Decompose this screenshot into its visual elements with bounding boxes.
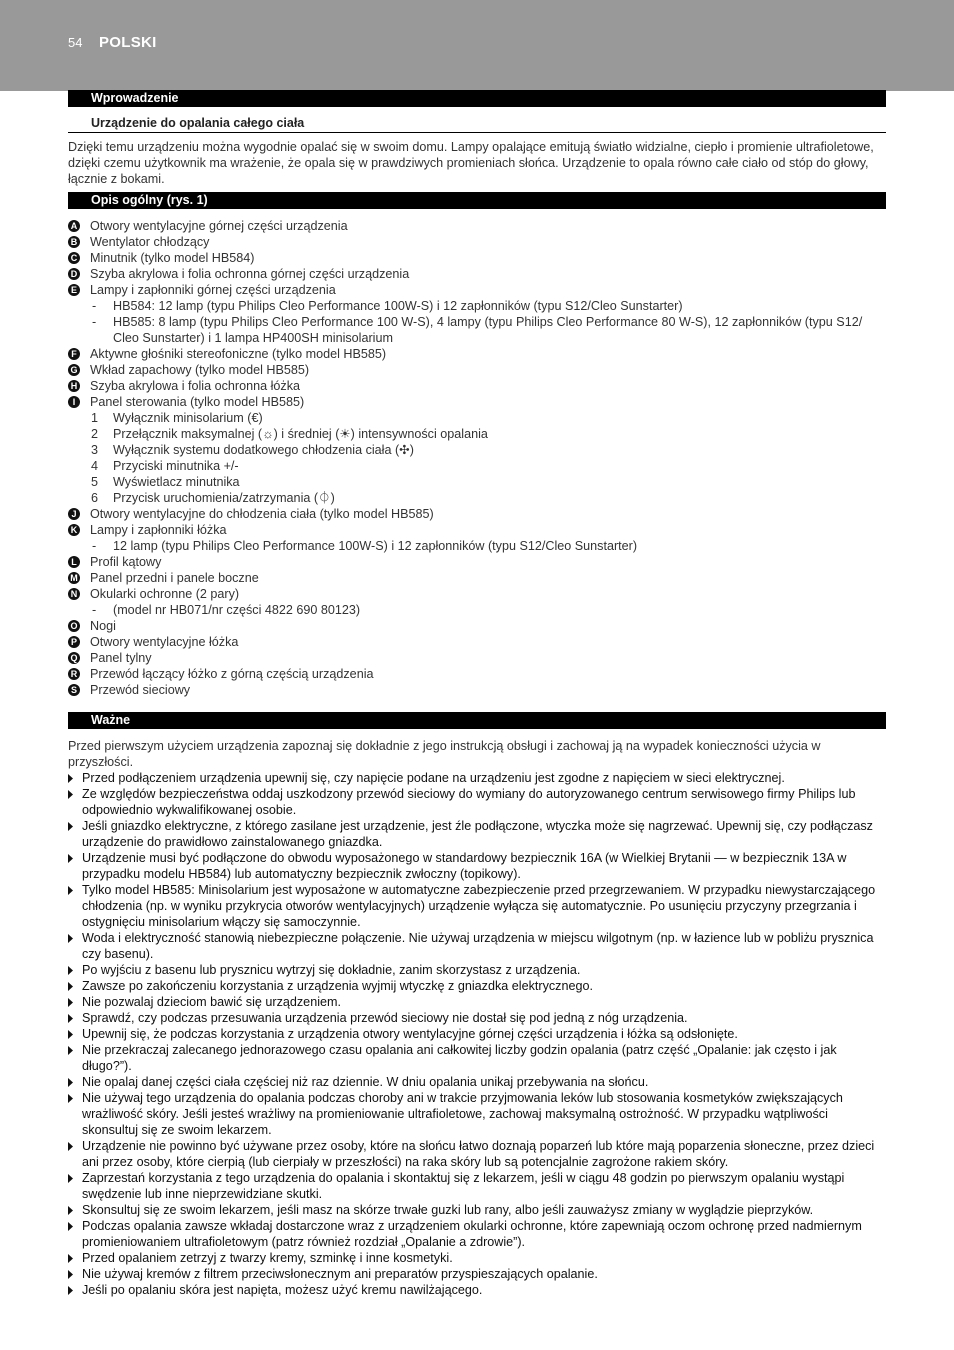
bullet-arrow-icon: [68, 886, 73, 895]
sub-text: 12 lamp (typu Philips Cleo Performance 100W-S) i 12 zapłonników (typu S12/Cleo Sunstarter): [113, 539, 638, 553]
sub-marker: 1: [91, 411, 99, 425]
letter-badge: P: [68, 636, 80, 648]
bullet-arrow-icon: [68, 854, 73, 863]
sub-text: HB584: 12 lamp (typu Philips Cleo Performance 100W-S) i 12 zapłonników (typu S12/Cleo Sunstarter): [113, 299, 683, 313]
subsection-title: Urządzenie do opalania całego ciała: [68, 112, 886, 133]
list-item: [68, 250, 886, 266]
item-text: Szyba akrylowa i folia ochronna górnej części urządzenia: [90, 267, 410, 281]
list-item: [68, 554, 886, 570]
list-item: [68, 218, 886, 234]
sub-item: [68, 538, 886, 554]
bullet-arrow-icon: [68, 1270, 73, 1279]
bullet-text: Urządzenie musi być podłączone do obwodu wyposażonego w standardowy bezpiecznik 16A (w Wielkiej Brytanii — w bezpiecznik 13A w przypadku modelu HB584) lub automatyczny bezpiecznik zwłoczny (topikowy).: [82, 851, 847, 881]
letter-badge: K: [68, 524, 80, 536]
sub-text: Przyciski minutnika +/-: [113, 459, 239, 473]
item-text: Panel sterowania (tylko model HB585): [90, 395, 305, 409]
bullet-arrow-icon: [68, 1094, 73, 1103]
bullet-item: [68, 818, 886, 850]
letter-badge: B: [68, 236, 80, 248]
list-item: [68, 394, 886, 410]
item-text: Otwory wentylacyjne do chłodzenia ciała (tylko model HB585): [90, 507, 434, 521]
bullet-item: [68, 786, 886, 818]
bullet-item: [68, 1026, 886, 1042]
bullet-arrow-icon: [68, 1254, 73, 1263]
item-text: Aktywne głośniki stereofoniczne (tylko model HB585): [90, 347, 387, 361]
sub-marker: 3: [91, 443, 99, 457]
bullet-arrow-icon: [68, 1030, 73, 1039]
bullet-text: Nie opalaj danej części ciała częściej niż raz dziennie. W dniu opalania unikaj przebywania na słońcu.: [82, 1075, 649, 1089]
bullet-text: Upewnij się, że podczas korzystania z urządzenia otwory wentylacyjne górnej części urządzenia i łóżka są odsłonięte.: [82, 1027, 738, 1041]
page-number: 54: [68, 35, 83, 50]
bullet-item: [68, 962, 886, 978]
bullet-item: [68, 1010, 886, 1026]
bullet-item: [68, 1202, 886, 1218]
bullet-text: Skonsultuj się ze swoim lekarzem, jeśli masz na skórze trwałe guzki lub rany, albo jeśli zauważysz zmiany w wyglądzie pieprzyków.: [82, 1203, 814, 1217]
sub-marker: 6: [91, 491, 99, 505]
intro-paragraph: Dzięki temu urządzeniu można wygodnie opalać się w swoim domu. Lampy opalające emitują światło widzialne, ciepło i promienie ultrafioletowe, dzięki czemu użytkownik ma wrażenie, że opala się w prawdziwych promieniach słońca. Urządzenie to opala równo całe ciało od stóp do głowy, łącznie z bokami.: [68, 140, 874, 186]
item-text: Przewód sieciowy: [90, 683, 191, 697]
sub-marker: 4: [91, 459, 99, 473]
sub-text: Przycisk uruchomienia/zatrzymania (⏀): [113, 491, 335, 505]
letter-badge: H: [68, 380, 80, 392]
list-item: [68, 650, 886, 666]
sub-marker: -: [92, 603, 97, 617]
letter-badge: S: [68, 684, 80, 696]
bullet-text: Ze względów bezpieczeństwa oddaj uszkodzony przewód sieciowy do wymiany do autoryzowanego centrum serwisowego firmy Philips lub odpowiednio wykwalifikowanej osobie.: [82, 787, 856, 817]
list-item: [68, 234, 886, 250]
bullet-item: [68, 1138, 886, 1170]
bullet-text: Zawsze po zakończeniu korzystania z urządzenia wyjmij wtyczkę z gniazdka elektrycznego.: [82, 979, 593, 993]
page-content: [68, 90, 886, 1298]
bullet-text: Jeśli gniazdko elektryczne, z którego zasilane jest urządzenie, jest źle podłączone, wtyczka może się nagrzewać. Upewnij się, czy podłączasz urządzenie do prawidłowo zainstalowanego gniazdka.: [82, 819, 873, 849]
sub-item: [68, 410, 886, 426]
bullet-text: Nie używaj tego urządzenia do opalania podczas choroby ani w trakcie przyjmowania leków lub stosowania kosmetyków zwiększających wrażliwość skóry. Jeśli jesteś wrażliwy na promieniowanie ultrafioletowe, zachowaj maksymalną ostrożność. W przypadku wątpliwości skonsultuj się ze swoim lekarzem.: [82, 1091, 843, 1137]
item-text: Profil kątowy: [90, 555, 162, 569]
bullet-item: [68, 994, 886, 1010]
bullet-item: [68, 930, 886, 962]
sub-item: [68, 602, 886, 618]
list-item: [68, 282, 886, 298]
bullet-arrow-icon: [68, 1142, 73, 1151]
bullet-item: [68, 1218, 886, 1250]
bullet-arrow-icon: [68, 774, 73, 783]
bullet-text: Nie używaj kremów z filtrem przeciwsłonecznym ani preparatów przyspieszających opalanie.: [82, 1267, 598, 1281]
item-text: Szyba akrylowa i folia ochronna łóżka: [90, 379, 301, 393]
list-item: [68, 522, 886, 538]
sub-item: [68, 314, 886, 346]
list-item: [68, 506, 886, 522]
bullet-item: [68, 1250, 886, 1266]
sub-text: Wyświetlacz minutnika: [113, 475, 240, 489]
bullet-arrow-icon: [68, 998, 73, 1007]
bullet-item: [68, 978, 886, 994]
bullet-item: [68, 1266, 886, 1282]
bullet-text: Podczas opalania zawsze wkładaj dostarczone wraz z urządzeniem okularki ochronne, które zapewniają oczom ochronę przed nadmiernym promieniowaniem ultrafioletowym (patrz również rozdział „Opalanie a zdrowie”).: [82, 1219, 862, 1249]
list-item: [68, 346, 886, 362]
letter-badge: Q: [68, 652, 80, 664]
letter-badge: E: [68, 284, 80, 296]
page-header: [0, 0, 954, 91]
sub-item: [68, 298, 886, 314]
item-text: Wentylator chłodzący: [90, 235, 210, 249]
letter-badge: R: [68, 668, 80, 680]
bullet-arrow-icon: [68, 822, 73, 831]
section-title-intro: Wprowadzenie: [68, 90, 886, 107]
bullet-item: [68, 1282, 886, 1298]
bullet-item: [68, 1074, 886, 1090]
item-text: Otwory wentylacyjne łóżka: [90, 635, 239, 649]
list-item: [68, 634, 886, 650]
list-item: [68, 378, 886, 394]
bullet-item: [68, 1042, 886, 1074]
bullet-item: [68, 1090, 886, 1138]
item-text: Nogi: [90, 619, 116, 633]
sub-marker: -: [92, 299, 97, 313]
letter-badge: C: [68, 252, 80, 264]
list-item: [68, 682, 886, 698]
bullet-arrow-icon: [68, 966, 73, 975]
list-item: [68, 618, 886, 634]
sub-item: [68, 490, 886, 506]
sub-item: [68, 442, 886, 458]
letter-badge: D: [68, 268, 80, 280]
bullet-item: [68, 882, 886, 930]
letter-badge: J: [68, 508, 80, 520]
bullet-item: [68, 770, 886, 786]
list-item: [68, 362, 886, 378]
bullet-arrow-icon: [68, 1014, 73, 1023]
bullet-text: Zaprzestań korzystania z tego urządzenia do opalania i skontaktuj się z lekarzem, jeśli w ciągu 48 godzin po pierwszym opalaniu wystąpi swędzenie lub inne nieprzewidziane skutki.: [82, 1171, 845, 1201]
bullet-text: Jeśli po opalaniu skóra jest napięta, możesz użyć kremu nawilżającego.: [82, 1283, 483, 1297]
bullet-arrow-icon: [68, 1222, 73, 1231]
item-text: Panel tylny: [90, 651, 152, 665]
item-text: Okularki ochronne (2 pary): [90, 587, 240, 601]
overview-list: [68, 218, 886, 698]
bullet-text: Nie przekraczaj zalecanego jednorazowego czasu opalania ani całkowitej liczby godzin opalania (patrz część „Opalanie: jak często i jak długo?”).: [82, 1043, 837, 1073]
bullet-arrow-icon: [68, 982, 73, 991]
letter-badge: L: [68, 556, 80, 568]
sub-text: Przełącznik maksymalnej (☼) i średniej (☀) intensywności opalania: [113, 427, 488, 441]
bullet-arrow-icon: [68, 1286, 73, 1295]
sub-marker: -: [92, 539, 97, 553]
item-text: Lampy i zapłonniki łóżka: [90, 523, 227, 537]
sub-text: Wyłącznik minisolarium (€): [113, 411, 263, 425]
item-text: Lampy i zapłonniki górnej części urządzenia: [90, 283, 336, 297]
sub-text: Wyłącznik systemu dodatkowego chłodzenia ciała (✣): [113, 443, 414, 457]
item-text: Przewód łączący łóżko z górną częścią urządzenia: [90, 667, 374, 681]
bullet-item: [68, 850, 886, 882]
bullet-arrow-icon: [68, 1206, 73, 1215]
bullet-text: Po wyjściu z basenu lub prysznicu wytrzyj się dokładnie, zanim skorzystasz z urządzenia.: [82, 963, 581, 977]
bullet-arrow-icon: [68, 1174, 73, 1183]
bullet-text: Przed podłączeniem urządzenia upewnij się, czy napięcie podane na urządzeniu jest zgodne z napięciem w sieci elektrycznej.: [82, 771, 785, 785]
important-bullets: [68, 770, 886, 1298]
letter-badge: I: [68, 396, 80, 408]
bullet-arrow-icon: [68, 1078, 73, 1087]
list-item: [68, 666, 886, 682]
bullet-item: [68, 1170, 886, 1202]
sub-marker: 2: [91, 427, 99, 441]
bullet-text: Woda i elektryczność stanowią niebezpieczne połączenie. Nie używaj urządzenia w miejscu wilgotnym (np. w łazience lub w pobliżu prysznica czy basenu).: [82, 931, 874, 961]
bullet-arrow-icon: [68, 1046, 73, 1055]
list-item: [68, 266, 886, 282]
sub-marker: 5: [91, 475, 99, 489]
bullet-text: Przed opalaniem zetrzyj z twarzy kremy, szminkę i inne kosmetyki.: [82, 1251, 453, 1265]
item-text: Wkład zapachowy (tylko model HB585): [90, 363, 310, 377]
list-item: [68, 586, 886, 602]
sub-text: HB585: 8 lamp (typu Philips Cleo Performance 100 W-S), 4 lampy (typu Philips Cleo Performance 80 W-S), 12 zapłonników (typu S12/ Cleo Sunstarter) i 1 lampa HP400SH minisolarium: [113, 315, 863, 345]
sub-marker: -: [92, 315, 97, 329]
language-label: POLSKI: [99, 34, 157, 51]
important-intro: Przed pierwszym użyciem urządzenia zapoznaj się dokładnie z jego instrukcją obsługi i zachowaj ją na wypadek konieczności użycia w przyszłości.: [68, 739, 821, 769]
letter-badge: N: [68, 588, 80, 600]
bullet-text: Sprawdź, czy podczas przesuwania urządzenia przewód sieciowy nie dostał się pod jedną z nóg urządzenia.: [82, 1011, 688, 1025]
bullet-arrow-icon: [68, 934, 73, 943]
item-text: Otwory wentylacyjne górnej części urządzenia: [90, 219, 348, 233]
letter-badge: M: [68, 572, 80, 584]
letter-badge: G: [68, 364, 80, 376]
letter-badge: O: [68, 620, 80, 632]
list-item: [68, 570, 886, 586]
sub-item: [68, 474, 886, 490]
sub-item: [68, 426, 886, 442]
item-text: Panel przedni i panele boczne: [90, 571, 259, 585]
bullet-text: Nie pozwalaj dzieciom bawić się urządzeniem.: [82, 995, 341, 1009]
item-text: Minutnik (tylko model HB584): [90, 251, 255, 265]
bullet-text: Tylko model HB585: Minisolarium jest wyposażone w automatyczne zabezpieczenie przed przegrzewaniem. W przypadku niewystarczającego chłodzenia (np. w wyniku przykrycia otworów wentylacyjnych) urządzenie wyłącza się automatycznie. Po usunięciu przyczyny przegrzania i ostygnięciu minisolarium włączy się samoczynnie.: [82, 883, 876, 929]
section-title-overview: Opis ogólny (rys. 1): [68, 192, 886, 209]
bullet-text: Urządzenie nie powinno być używane przez osoby, które na słońcu łatwo doznają poparzeń lub które mają poparzenia słoneczne, przez dzieci ani przez osoby, które cierpią (lub cierpiały w przeszłości) na raka skóry lub są potencjalnie zagrożone rakiem skóry.: [82, 1139, 875, 1169]
sub-text: (model nr HB071/nr części 4822 690 80123): [113, 603, 361, 617]
bullet-arrow-icon: [68, 790, 73, 799]
letter-badge: F: [68, 348, 80, 360]
sub-item: [68, 458, 886, 474]
letter-badge: A: [68, 220, 80, 232]
section-title-important: Ważne: [68, 712, 886, 729]
